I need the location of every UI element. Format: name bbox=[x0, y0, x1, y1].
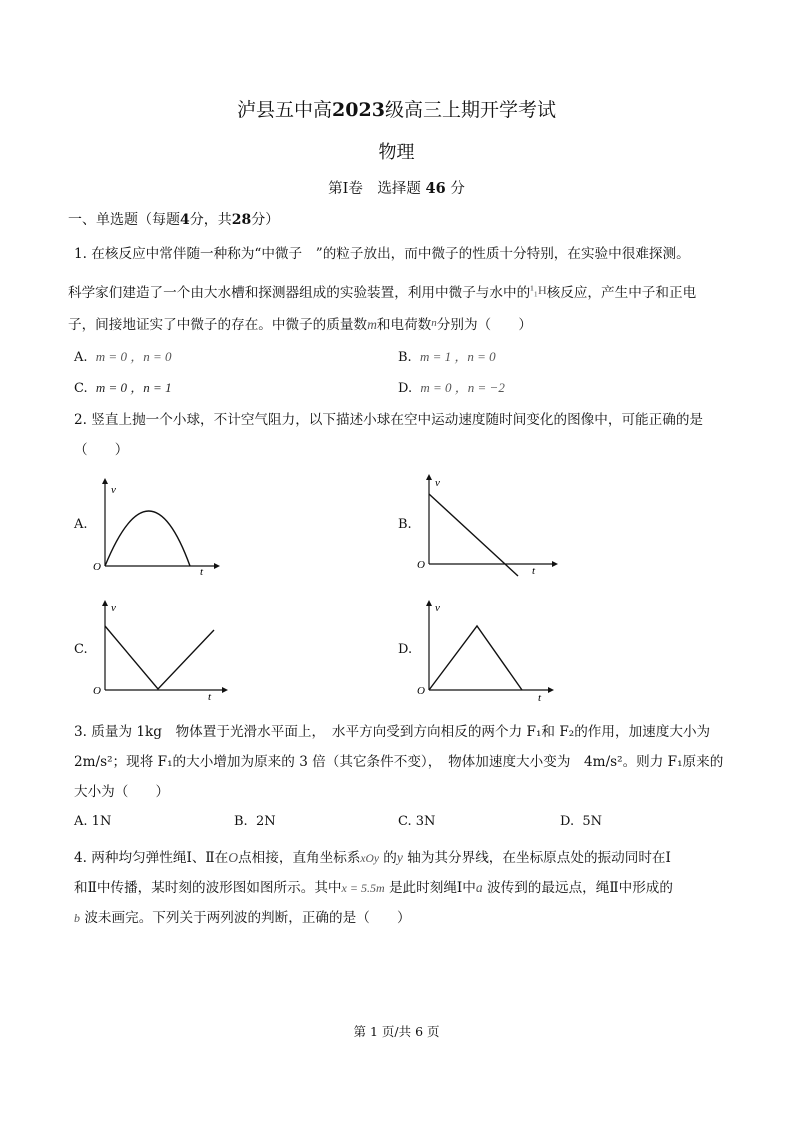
q1-option-b[interactable]: B. m = 1 ，n = 0 bbox=[398, 349, 496, 365]
q3-option-c[interactable]: C. 3N bbox=[398, 814, 436, 829]
part-heading: 第Ⅰ卷 选择题 46 分 bbox=[328, 180, 465, 197]
origin-label: O bbox=[93, 561, 101, 573]
t-label: t bbox=[538, 692, 542, 704]
v-label: v bbox=[111, 484, 116, 496]
origin-label: O bbox=[417, 685, 425, 697]
nuclide-symbol: ¹₁H bbox=[530, 283, 547, 297]
q1-line1: 1. 在核反应中常伴随一种称为“中微子 ”的粒子放出，而中微子的性质十分特别，在实验中很难探测。 bbox=[74, 246, 690, 262]
exam-title: 泸县五中高2023级高三上期开学考试 bbox=[237, 99, 556, 121]
t-axis-arrow bbox=[548, 687, 554, 693]
q2-graph-d[interactable] bbox=[414, 598, 559, 704]
q3-line1: 3. 质量为 1kg 物体置于光滑水平面上， 水平方向受到方向相反的两个力 F₁和 F₂的作用，加速度大小为 bbox=[74, 724, 711, 740]
v-label: v bbox=[435, 477, 440, 489]
q3-line2: 2m/s²；现将 F₁的大小增加为原来的 3 倍（其它条件不变）， 物体加速度大小变为 4m/s²。则力 F₁原来的 bbox=[74, 754, 724, 770]
q3-option-d[interactable]: D. 5N bbox=[560, 814, 603, 829]
q2-graph-a[interactable] bbox=[90, 476, 220, 576]
t-label: t bbox=[208, 691, 212, 703]
section-heading: 一、单选题（每题4分，共28分） bbox=[68, 212, 280, 228]
t-label: t bbox=[532, 565, 536, 577]
q3-option-b[interactable]: B. 2N bbox=[234, 814, 276, 829]
subject-title: 物理 bbox=[378, 142, 415, 163]
q3-line3: 大小为（ ） bbox=[74, 784, 170, 800]
q4-line3: b 波未画完。下列关于两列波的判断，正确的是（ ） bbox=[74, 910, 411, 926]
q1-line3: 子，间接地证实了中微子的存在。中微子的质量数m和电荷数$^n$分别为（ ） bbox=[68, 317, 532, 333]
q2-line1: 2. 竖直上抛一个小球，不计空气阻力，以下描述小球在空中运动速度随时间变化的图像中，可能正确的是 bbox=[74, 412, 704, 428]
v-label: v bbox=[111, 602, 116, 614]
t-axis-arrow bbox=[222, 687, 228, 693]
q1-option-a[interactable]: A. m = 0 ，n = 0 bbox=[74, 349, 172, 365]
q2-option-d-label[interactable]: D. bbox=[398, 642, 413, 657]
v-axis-arrow bbox=[426, 600, 432, 606]
q1-option-d[interactable]: D. m = 0 ，n = −2 bbox=[398, 380, 505, 396]
page-footer: 第 1 页/共 6 页 bbox=[353, 1024, 440, 1039]
q2-option-b-label[interactable]: B. bbox=[398, 517, 412, 532]
q3-option-a[interactable]: A. 1N bbox=[74, 814, 112, 829]
v-axis-arrow bbox=[426, 474, 432, 480]
q4-line1: 4. 两种均匀弹性绳Ⅰ、Ⅱ在O点相接，直角坐标系xOy 的y 轴为其分界线，在坐标原点处的振动同时在Ⅰ bbox=[74, 850, 671, 866]
origin-label: O bbox=[417, 559, 425, 571]
t-label: t bbox=[200, 566, 204, 576]
q4-line2: 和Ⅱ中传播，某时刻的波形图如图所示。其中x = 5.5m 是此时刻绳Ⅰ中a 波传到的最远点，绳Ⅱ中形成的 bbox=[74, 880, 673, 896]
velocity-line bbox=[105, 626, 214, 689]
v-axis-arrow bbox=[102, 478, 108, 484]
q2-option-a-label[interactable]: A. bbox=[74, 517, 88, 532]
velocity-curve bbox=[105, 511, 190, 566]
v-label: v bbox=[435, 602, 440, 614]
q1-option-c[interactable]: C. m = 0 ，n = 1 bbox=[74, 380, 172, 396]
q2-graph-b[interactable] bbox=[414, 472, 559, 582]
q2-line2: （ ） bbox=[74, 442, 129, 458]
t-axis-arrow bbox=[552, 561, 558, 567]
t-axis-arrow bbox=[214, 563, 220, 569]
velocity-line bbox=[429, 626, 522, 690]
q1-line2: 科学家们建造了一个由大水槽和探测器组成的实验装置，利用中微子与水中的¹₁H核反应，产生中子和正电 bbox=[68, 283, 697, 301]
v-axis-arrow bbox=[102, 600, 108, 606]
q2-graph-c[interactable] bbox=[90, 598, 230, 704]
origin-label: O bbox=[93, 685, 101, 697]
q2-option-c-label[interactable]: C. bbox=[74, 642, 88, 657]
